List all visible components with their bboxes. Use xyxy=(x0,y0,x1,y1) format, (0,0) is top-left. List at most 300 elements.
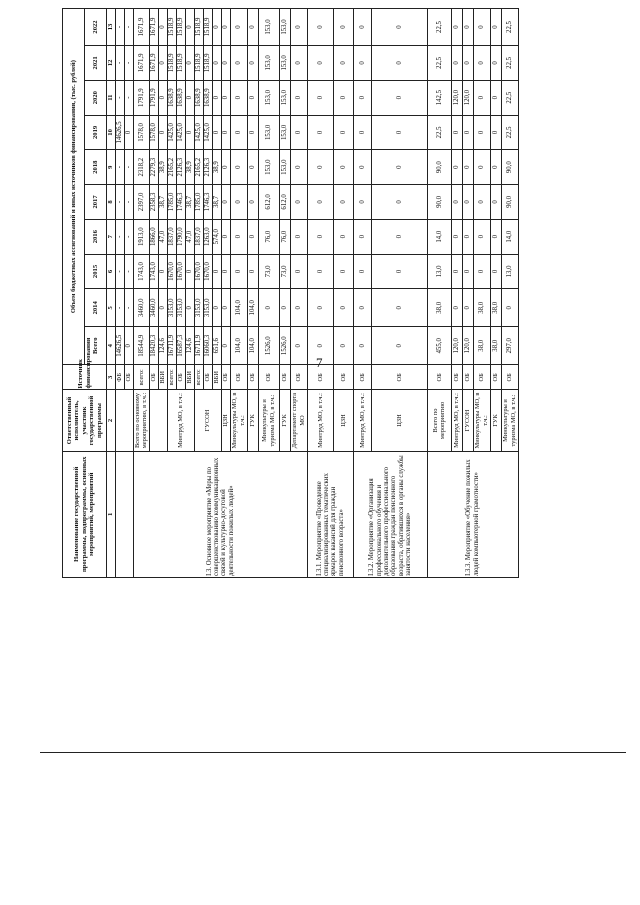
header-name: Наименование государственной программы, подпрограммы, основных мероприятий, мероприятий xyxy=(63,451,107,577)
total-value: 0 xyxy=(371,327,427,365)
year-value: 2397,0 xyxy=(134,185,150,220)
year-value: 3460,0 xyxy=(134,289,150,327)
year-value: 73,0 xyxy=(258,254,279,289)
funding-source: ВБИ xyxy=(212,365,221,390)
year-value: 13,0 xyxy=(501,254,518,289)
year-value: 0 xyxy=(185,80,194,115)
funding-source: ОБ xyxy=(247,365,258,390)
year-value: 0 xyxy=(185,9,194,46)
responsible-executor: ГУК xyxy=(247,390,258,451)
total-value: 120,0 xyxy=(462,327,473,365)
year-value: 0 xyxy=(333,45,353,80)
year-value: 0 xyxy=(290,115,307,150)
year-value: 0 xyxy=(247,254,258,289)
year-value: 153,0 xyxy=(258,150,279,185)
year-value: 0 xyxy=(473,115,490,150)
year-value: 0 xyxy=(473,185,490,220)
year-value: - xyxy=(125,80,134,115)
year-value: 153,0 xyxy=(279,80,290,115)
year-value: 1425,0 xyxy=(167,115,176,150)
year-value: 0 xyxy=(333,9,353,46)
measure-name: I.3.1. Мероприятие «Проведение специализированных тематических ярмарок вакансий для граждан пенсионного возраста» xyxy=(307,451,353,577)
year-value: 0 xyxy=(490,185,501,220)
responsible-executor: Минтруд МО, в т.ч.: xyxy=(353,390,371,451)
year-value: 1263,0 xyxy=(203,219,212,254)
total-value: 1526,0 xyxy=(279,327,290,365)
funding-source: ОБ xyxy=(290,365,307,390)
year-value: 0 xyxy=(221,80,230,115)
year-value: 0 xyxy=(307,254,333,289)
year-value: 0 xyxy=(230,219,247,254)
year-value: 0 xyxy=(353,254,371,289)
year-value: 612,0 xyxy=(258,185,279,220)
year-value: 0 xyxy=(451,185,462,220)
total-value: 120,0 xyxy=(451,327,462,365)
table-row xyxy=(307,9,333,578)
year-value: - xyxy=(116,150,125,185)
year-value: 0 xyxy=(307,185,333,220)
header-year: 2022 xyxy=(85,9,107,46)
year-value: 0 xyxy=(473,80,490,115)
responsible-executor: ГУСОН xyxy=(194,390,221,451)
year-value: 0 xyxy=(451,219,462,254)
year-value: 0 xyxy=(371,9,427,46)
year-value: - xyxy=(116,254,125,289)
year-value: 0 xyxy=(473,150,490,185)
funding-source: ОБ xyxy=(451,365,462,390)
year-value: 142,5 xyxy=(427,80,451,115)
header-responsible: Ответственный исполнитель, участник государственной программы xyxy=(63,390,107,451)
year-value: 0 xyxy=(221,254,230,289)
column-number: 6 xyxy=(107,254,116,289)
year-value: 0 xyxy=(501,289,518,327)
year-value: 0 xyxy=(125,115,134,150)
column-number: 5 xyxy=(107,289,116,327)
year-value: 0 xyxy=(307,45,333,80)
year-value: 14626,5 xyxy=(116,115,125,150)
year-value: 0 xyxy=(490,115,501,150)
year-value: 1671,9 xyxy=(149,45,158,80)
total-value: 0 xyxy=(353,327,371,365)
year-value: 1785,0 xyxy=(194,185,203,220)
year-value: 1671,9 xyxy=(134,45,150,80)
year-value: 1518,9 xyxy=(167,45,176,80)
page-number: 7 xyxy=(316,355,323,370)
year-value: 0 xyxy=(290,289,307,327)
year-value: 1518,9 xyxy=(194,45,203,80)
column-number: 11 xyxy=(107,80,116,115)
year-value: 0 xyxy=(221,219,230,254)
year-value: 1743,0 xyxy=(149,254,158,289)
year-value: 153,0 xyxy=(258,80,279,115)
total-value: 124,6 xyxy=(158,327,167,365)
year-value: 76,0 xyxy=(279,219,290,254)
year-value: 73,0 xyxy=(279,254,290,289)
funding-source: ОБ xyxy=(462,365,473,390)
year-value: 0 xyxy=(258,289,279,327)
year-value: 0 xyxy=(333,219,353,254)
year-value: - xyxy=(116,185,125,220)
financing-table xyxy=(62,8,519,578)
year-value: 0 xyxy=(371,45,427,80)
column-number: 8 xyxy=(107,185,116,220)
year-value: 0 xyxy=(307,150,333,185)
year-value: 0 xyxy=(290,150,307,185)
year-value: 1638,9 xyxy=(176,80,185,115)
year-value: 1671,9 xyxy=(134,9,150,46)
header-group: Объем бюджетных ассигнований и иных источников финансирования, (тыс. рублей) xyxy=(63,9,85,365)
year-value: 0 xyxy=(353,219,371,254)
total-value: 18420,3 xyxy=(149,327,158,365)
total-value: 38,0 xyxy=(490,327,501,365)
year-value: 1790,0 xyxy=(176,219,185,254)
year-value: 0 xyxy=(247,45,258,80)
funding-source: ОБ xyxy=(149,365,158,390)
year-value: 14,0 xyxy=(427,219,451,254)
year-value: 38,0 xyxy=(427,289,451,327)
total-value: 124,6 xyxy=(185,327,194,365)
year-value: 38,9 xyxy=(185,150,194,185)
total-value: 16060,3 xyxy=(203,327,212,365)
header-year: 2014 xyxy=(85,289,107,327)
measure-name: I.3.2. Мероприятие «Организация профессионального обучения и дополнительного профессионального образования граждан пенсионного возраста, обратившихся в органы службы занятости населения» xyxy=(353,451,427,577)
year-value: 0 xyxy=(185,115,194,150)
year-value: 1837,0 xyxy=(167,219,176,254)
year-value: 38,7 xyxy=(212,185,221,220)
year-value: 0 xyxy=(473,219,490,254)
year-value: 1746,3 xyxy=(176,185,185,220)
year-value: 0 xyxy=(221,115,230,150)
year-value: 120,0 xyxy=(451,80,462,115)
year-value: 14,0 xyxy=(501,219,518,254)
year-value: 1518,9 xyxy=(176,45,185,80)
year-value: 22,5 xyxy=(427,45,451,80)
year-value: 3460,0 xyxy=(149,289,158,327)
year-value: 22,5 xyxy=(501,45,518,80)
year-value: 0 xyxy=(451,45,462,80)
year-value: 0 xyxy=(473,45,490,80)
year-value: 2358,3 xyxy=(149,185,158,220)
table-body xyxy=(116,9,519,578)
year-value: 0 xyxy=(230,45,247,80)
header-year: 2019 xyxy=(85,115,107,150)
year-value: 153,0 xyxy=(258,9,279,46)
responsible-executor: ГУСОН xyxy=(462,390,473,451)
year-value: 2126,3 xyxy=(176,150,185,185)
year-value: 0 xyxy=(371,115,427,150)
table-row xyxy=(134,9,150,578)
year-value: 0 xyxy=(451,289,462,327)
responsible-executor: Минтруд МО, в т.ч.: xyxy=(307,390,333,451)
total-value: 0 xyxy=(307,327,333,365)
year-value: 0 xyxy=(212,80,221,115)
year-value: 38,9 xyxy=(158,150,167,185)
year-value: 90,0 xyxy=(501,150,518,185)
year-value: 0 xyxy=(490,9,501,46)
funding-source: ОБ xyxy=(333,365,353,390)
header-year: 2018 xyxy=(85,150,107,185)
year-value: - xyxy=(125,219,134,254)
year-value: 0 xyxy=(230,9,247,46)
table-row xyxy=(353,9,371,578)
year-value: 3153,0 xyxy=(203,289,212,327)
year-value: 104,0 xyxy=(230,289,247,327)
column-number: 3 xyxy=(107,365,116,390)
header-year: 2021 xyxy=(85,45,107,80)
year-value: 0 xyxy=(221,185,230,220)
responsible-executor: Минкультуры и туризма МО, в т.ч.: xyxy=(501,390,518,451)
year-value: 38,7 xyxy=(158,185,167,220)
year-value: - xyxy=(125,150,134,185)
year-value: 0 xyxy=(158,80,167,115)
responsible-executor: Департамент спорта МО xyxy=(290,390,307,451)
year-value: 13,0 xyxy=(427,254,451,289)
year-value: 0 xyxy=(451,9,462,46)
measure-name: I.3. Основное мероприятие «Меры по совершенствованию коммуникационных связей и культурно-досуговой деятельности пожилых людей» xyxy=(134,451,308,577)
year-value: 1638,9 xyxy=(194,80,203,115)
total-value: 0 xyxy=(290,327,307,365)
year-value: 153,0 xyxy=(279,150,290,185)
responsible-executor: Минтруд МО, в т.ч.: xyxy=(167,390,194,451)
year-value: 0 xyxy=(230,80,247,115)
total-value: 1526,0 xyxy=(258,327,279,365)
year-value: 1425,0 xyxy=(203,115,212,150)
year-value: 153,0 xyxy=(279,9,290,46)
funding-source: ОБ xyxy=(307,365,333,390)
funding-source: ОБ xyxy=(230,365,247,390)
year-value: 120,0 xyxy=(462,80,473,115)
year-value: 22,5 xyxy=(427,9,451,46)
funding-source: всего: xyxy=(194,365,203,390)
year-value: 153,0 xyxy=(258,115,279,150)
year-value: 1866,0 xyxy=(149,219,158,254)
year-value: 0 xyxy=(290,80,307,115)
year-value: 0 xyxy=(230,115,247,150)
year-value: 0 xyxy=(353,9,371,46)
year-value: 1425,0 xyxy=(194,115,203,150)
year-value: 0 xyxy=(290,185,307,220)
year-value: 0 xyxy=(158,254,167,289)
year-value: 1837,0 xyxy=(194,219,203,254)
year-value: 0 xyxy=(333,80,353,115)
year-value: 1746,3 xyxy=(203,185,212,220)
year-value: 1518,9 xyxy=(203,9,212,46)
year-value: 0 xyxy=(221,289,230,327)
year-value: 0 xyxy=(353,80,371,115)
funding-source: ФБ xyxy=(116,365,125,390)
year-value: 0 xyxy=(490,80,501,115)
year-value: 0 xyxy=(307,219,333,254)
year-value: 2318,2 xyxy=(134,150,150,185)
funding-source: ОБ xyxy=(279,365,290,390)
column-number: 1 xyxy=(107,451,116,577)
year-value: - xyxy=(116,289,125,327)
responsible-executor: ГУК xyxy=(279,390,290,451)
year-value: 47,0 xyxy=(185,219,194,254)
year-value: 0 xyxy=(371,219,427,254)
year-value: 0 xyxy=(290,9,307,46)
funding-source: всего: xyxy=(134,365,150,390)
year-value: - xyxy=(125,45,134,80)
year-value: 0 xyxy=(158,9,167,46)
year-value: 0 xyxy=(490,254,501,289)
year-value: 38,9 xyxy=(212,150,221,185)
year-value: 0 xyxy=(451,150,462,185)
year-value: 0 xyxy=(307,80,333,115)
year-value: 1518,9 xyxy=(194,9,203,46)
header-year: 2016 xyxy=(85,219,107,254)
year-value: 0 xyxy=(473,9,490,46)
funding-source: ОБ xyxy=(125,365,134,390)
year-value: 0 xyxy=(353,45,371,80)
column-number: 10 xyxy=(107,115,116,150)
year-value: 38,0 xyxy=(490,289,501,327)
year-value: 0 xyxy=(221,45,230,80)
year-value: 0 xyxy=(490,219,501,254)
year-value: 0 xyxy=(451,115,462,150)
column-number: 13 xyxy=(107,9,116,46)
responsible-executor xyxy=(116,390,134,451)
total-value: 104,0 xyxy=(230,327,247,365)
header-year: 2015 xyxy=(85,254,107,289)
header-year: 2017 xyxy=(85,185,107,220)
year-value: 0 xyxy=(185,254,194,289)
year-value: 574,0 xyxy=(212,219,221,254)
year-value: 1518,9 xyxy=(203,45,212,80)
responsible-executor: Минкультуры и туризма МО, в т.ч.: xyxy=(258,390,279,451)
year-value: 2165,2 xyxy=(167,150,176,185)
year-value: 0 xyxy=(158,115,167,150)
column-number: 2 xyxy=(107,390,116,451)
total-value: 297,0 xyxy=(501,327,518,365)
column-number: 12 xyxy=(107,45,116,80)
year-value: 0 xyxy=(247,9,258,46)
funding-source: ОБ xyxy=(258,365,279,390)
year-value: 0 xyxy=(230,185,247,220)
year-value: 1638,9 xyxy=(203,80,212,115)
year-value: 0 xyxy=(185,289,194,327)
year-value: - xyxy=(125,185,134,220)
year-value: 0 xyxy=(185,45,194,80)
total-value: 16711,9 xyxy=(167,327,176,365)
table-row xyxy=(116,9,125,578)
year-value: 1670,0 xyxy=(176,254,185,289)
year-value: 0 xyxy=(158,289,167,327)
year-value: 0 xyxy=(462,289,473,327)
year-value: 0 xyxy=(462,185,473,220)
year-value: 1671,9 xyxy=(149,9,158,46)
year-value: 0 xyxy=(333,150,353,185)
year-value: 0 xyxy=(490,150,501,185)
year-value: 0 xyxy=(279,289,290,327)
year-value: - xyxy=(125,9,134,46)
year-value: 1791,9 xyxy=(149,80,158,115)
responsible-executor: Минтруд МО, в т.ч.: xyxy=(451,390,462,451)
year-value: 0 xyxy=(212,289,221,327)
funding-source: ОБ xyxy=(427,365,451,390)
year-value: 0 xyxy=(307,115,333,150)
year-value: 0 xyxy=(371,80,427,115)
total-value: 651,6 xyxy=(212,327,221,365)
year-value: - xyxy=(116,45,125,80)
year-value: 0 xyxy=(371,254,427,289)
year-value: 1638,9 xyxy=(167,80,176,115)
column-number: 4 xyxy=(107,327,116,365)
funding-source: ОБ xyxy=(371,365,427,390)
year-value: 0 xyxy=(247,115,258,150)
funding-source: ВБИ xyxy=(185,365,194,390)
total-value: 16587,3 xyxy=(176,327,185,365)
year-value: 3153,0 xyxy=(194,289,203,327)
funding-source: ВБИ xyxy=(158,365,167,390)
year-value: 22,5 xyxy=(501,80,518,115)
year-value: 1791,9 xyxy=(134,80,150,115)
funding-source: ОБ xyxy=(353,365,371,390)
total-value: 38,0 xyxy=(473,327,490,365)
funding-source: ОБ xyxy=(221,365,230,390)
year-value: 2279,3 xyxy=(149,150,158,185)
year-value: 0 xyxy=(333,254,353,289)
responsible-executor: ГУК xyxy=(490,390,501,451)
year-value: 90,0 xyxy=(427,185,451,220)
year-value: 1785,0 xyxy=(167,185,176,220)
year-value: 47,0 xyxy=(158,219,167,254)
year-value: 0 xyxy=(353,115,371,150)
year-value: 0 xyxy=(290,219,307,254)
year-value: 0 xyxy=(462,9,473,46)
year-value: 1425,0 xyxy=(176,115,185,150)
year-value: 153,0 xyxy=(279,45,290,80)
year-value: 0 xyxy=(158,45,167,80)
year-value: 0 xyxy=(307,289,333,327)
responsible-executor: ЦЗН xyxy=(333,390,353,451)
year-value: 0 xyxy=(462,254,473,289)
measure-name: I.3.3. Мероприятие «Обучение пожилых людей компьютерной грамотности» xyxy=(427,451,518,577)
year-value: 2126,3 xyxy=(203,150,212,185)
responsible-executor xyxy=(149,390,167,451)
year-value: 2165,2 xyxy=(194,150,203,185)
funding-source: ОБ xyxy=(473,365,490,390)
year-value: 153,0 xyxy=(258,45,279,80)
year-value: 0 xyxy=(462,150,473,185)
year-value: 0 xyxy=(247,150,258,185)
total-value: 14626,5 xyxy=(116,327,125,365)
year-value: 0 xyxy=(307,9,333,46)
year-value: 0 xyxy=(212,115,221,150)
total-value: 18544,9 xyxy=(134,327,150,365)
rotated-table-wrapper xyxy=(62,8,604,578)
responsible-executor: ЦЗН xyxy=(221,390,230,451)
funding-source: ОБ xyxy=(203,365,212,390)
year-value: 0 xyxy=(230,254,247,289)
year-value: 22,5 xyxy=(427,115,451,150)
year-value: 1670,0 xyxy=(167,254,176,289)
total-value: 16711,9 xyxy=(194,327,203,365)
year-value: 1913,0 xyxy=(134,219,150,254)
responsible-executor: ЦЗН xyxy=(371,390,427,451)
funding-source: ОБ xyxy=(176,365,185,390)
year-value: - xyxy=(116,219,125,254)
year-value: 22,5 xyxy=(501,115,518,150)
responsible-executor: Минкультуры МО, в т.ч.: xyxy=(473,390,490,451)
year-value: 0 xyxy=(212,9,221,46)
year-value: 0 xyxy=(371,289,427,327)
total-value: 0 xyxy=(221,327,230,365)
year-value: 153,0 xyxy=(279,115,290,150)
year-value: 1518,9 xyxy=(167,9,176,46)
year-value: - xyxy=(125,289,134,327)
year-value: 90,0 xyxy=(501,185,518,220)
